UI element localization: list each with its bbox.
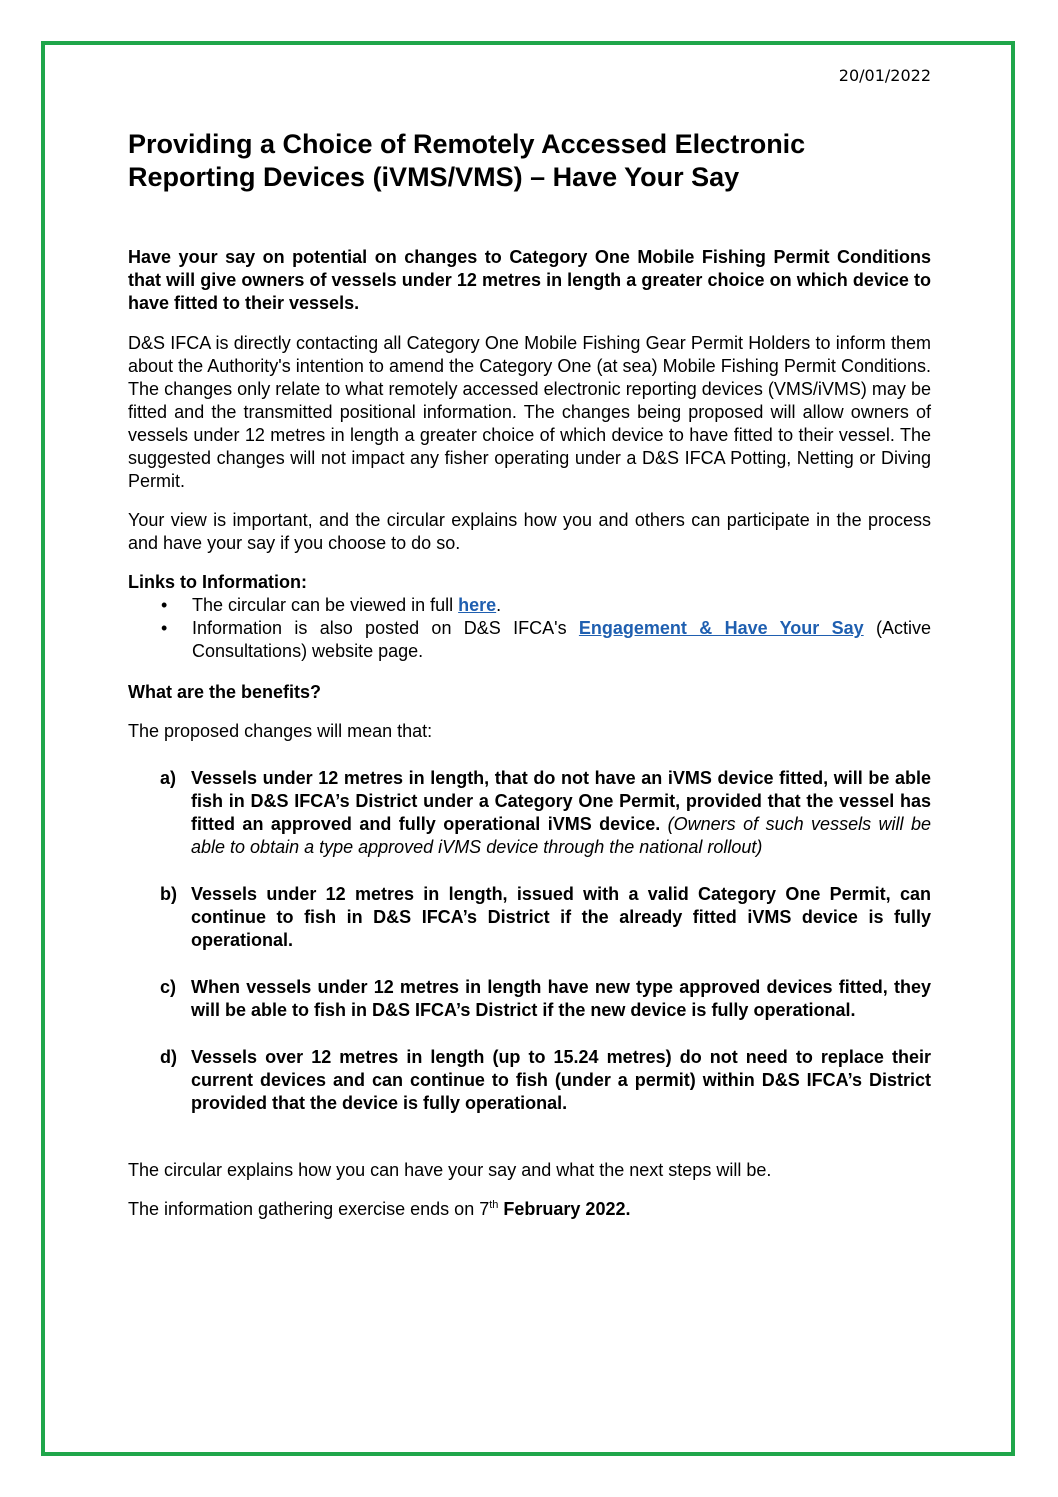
- benefit-note: (Owners of such vessels will be able to obtain a type approved iVMS device through the national rollout): [191, 814, 931, 857]
- links-heading: Links to Information:: [128, 572, 307, 592]
- bullet-icon: •: [161, 618, 168, 638]
- benefit-item: [128, 767, 931, 859]
- benefit-text: Vessels under 12 metres in length, that do not have an iVMS device fitted, will be able fish in D&S IFCA’s District under a Category One Permit, provided that the vessel has fitted an approved and fully operational iVMS device.: [191, 768, 931, 834]
- closing-paragraph-2: [128, 1198, 931, 1221]
- links-list-item: [128, 617, 931, 663]
- link-item-text: (Active Consultations) website page.: [192, 618, 931, 661]
- benefits-intro: The proposed changes will mean that:: [128, 721, 433, 741]
- benefits-list: [128, 767, 931, 1115]
- benefit-item: [128, 1046, 931, 1115]
- list-marker: d): [160, 1047, 177, 1067]
- links-list-item: [128, 594, 931, 617]
- closing-text: The information gathering exercise ends on 7: [128, 1199, 490, 1219]
- body-paragraph-1: D&S IFCA is directly contacting all Category One Mobile Fishing Gear Permit Holders to inform them about the Authority's intention to amend the Category One (at sea) Mobile Fishing Permit Conditions. The changes only relate to what remotely accessed electronic reporting devices (VMS/iVMS) may be fitted and the transmitted positional information. The changes being proposed will allow owners of vessels under 12 metres in length a greater choice of which device to have fitted to their vessel. The suggested changes will not impact any fisher operating under a D&S IFCA Potting, Netting or Diving Permit.: [128, 333, 931, 491]
- link-item-text: .: [496, 595, 502, 615]
- document-date: 20/01/2022: [838, 66, 931, 85]
- benefit-item: [128, 976, 931, 1022]
- closing-paragraph-1: The circular explains how you can have your say and what the next steps will be.: [128, 1160, 772, 1180]
- links-list: [128, 594, 931, 663]
- list-marker: a): [160, 768, 177, 788]
- link-item-text: Information is also posted on D&S IFCA's: [192, 618, 579, 638]
- benefit-text: When vessels under 12 metres in length have new type approved devices fitted, they will be able to fish in D&S IFCA’s District if the new device is fully operational.: [191, 977, 931, 1020]
- list-marker: c): [160, 977, 177, 997]
- body-paragraph-2: Your view is important, and the circular explains how you and others can participate in the process and have your say if you choose to do so.: [128, 510, 931, 553]
- benefit-text: Vessels under 12 metres in length, issued with a valid Category One Permit, can continue to fish in D&S IFCA’s District if the already fitted iVMS device is fully operational.: [191, 884, 931, 950]
- benefit-text: Vessels over 12 metres in length (up to 15.24 metres) do not need to replace their current devices and can continue to fish (under a permit) within D&S IFCA’s District provided that the device is fully operational.: [191, 1047, 931, 1113]
- circular-link[interactable]: here: [458, 595, 497, 615]
- benefits-heading: What are the benefits?: [128, 682, 322, 702]
- bullet-icon: •: [161, 595, 168, 615]
- engagement-link[interactable]: Engagement & Have Your Say: [578, 618, 864, 638]
- intro-paragraph: Have your say on potential on changes to Category One Mobile Fishing Permit Conditions that will give owners of vessels under 12 metres in length a greater choice on which device to have fitted to their vessels.: [128, 247, 931, 313]
- ordinal-suffix: th: [489, 1199, 499, 1211]
- link-item-text: The circular can be viewed in full: [192, 595, 459, 615]
- list-marker: b): [160, 884, 177, 904]
- closing-date: February 2022.: [498, 1199, 631, 1219]
- document-title: Providing a Choice of Remotely Accessed Electronic Reporting Devices (iVMS/VMS) – Have Your Say: [128, 129, 806, 192]
- document-content: [128, 128, 931, 1237]
- benefit-item: [128, 883, 931, 952]
